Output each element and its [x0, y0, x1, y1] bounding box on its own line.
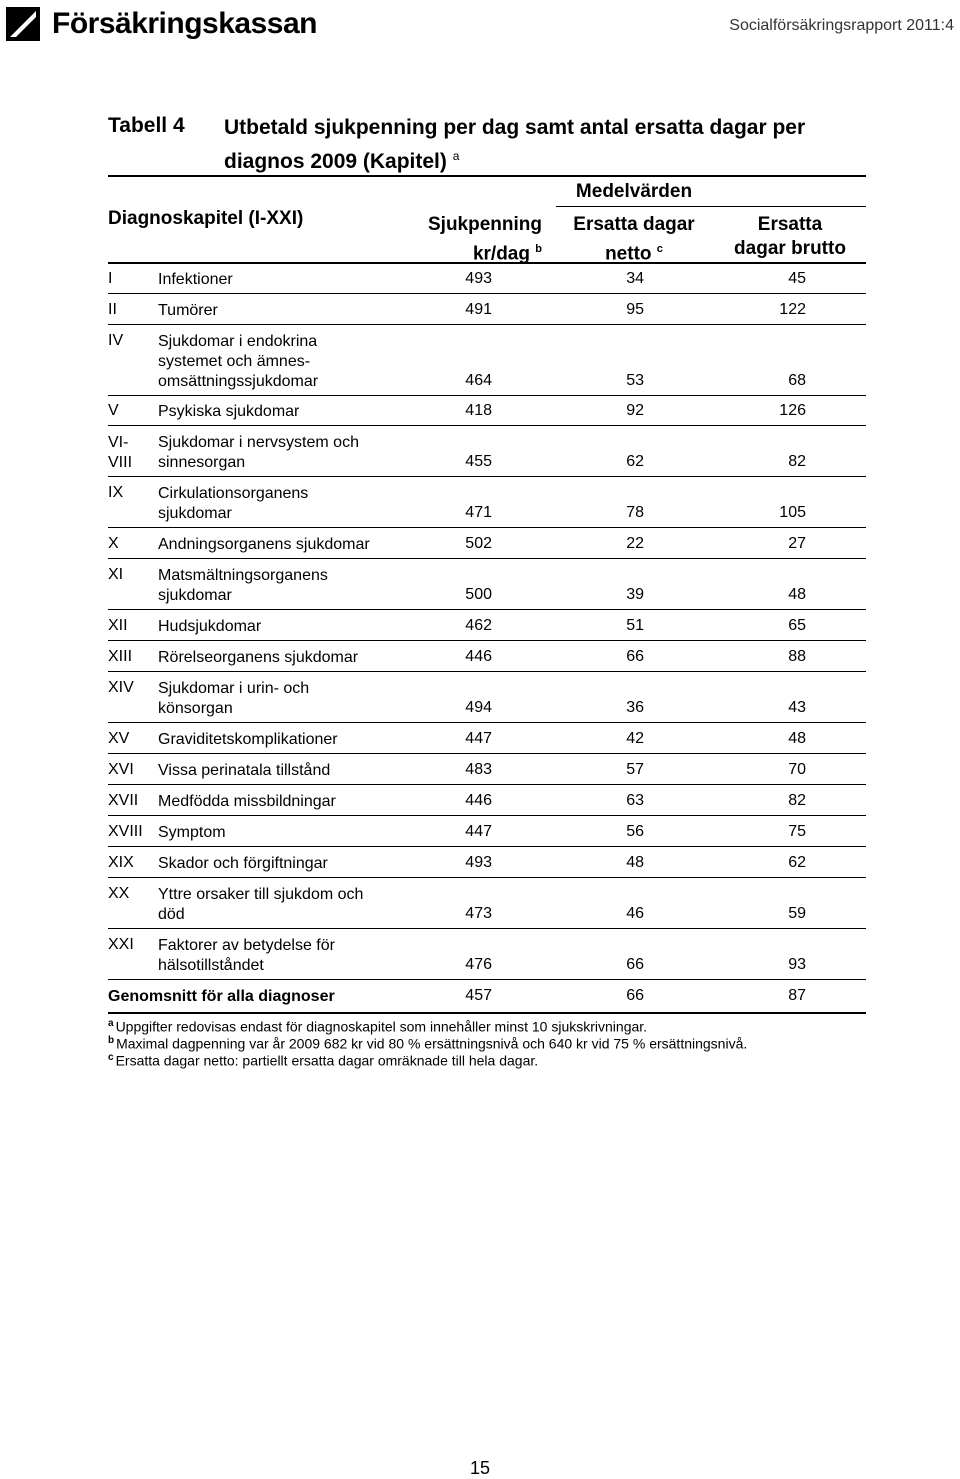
row-rule: [108, 425, 866, 426]
chapter-name: Sjukdomar i nervsystem och sinnesorgan: [158, 434, 359, 471]
footnote-mark: c: [108, 1052, 114, 1063]
col-header-gross-days-line1: Ersatta: [757, 214, 823, 235]
chapter-name: Graviditetskomplikationer: [158, 731, 338, 748]
net-days-value: 34: [626, 270, 644, 287]
sickpay-value: 483: [465, 761, 492, 778]
page-number: 15: [469, 1458, 491, 1478]
row-rule: [108, 609, 866, 610]
net-days-value: 66: [626, 987, 644, 1004]
gross-days-value: 93: [788, 956, 806, 973]
sickpay-value: 446: [465, 648, 492, 665]
gross-days-value: 65: [788, 617, 806, 634]
net-days-value: 36: [626, 699, 644, 716]
chapter-name: Andningsorganens sjukdomar: [158, 536, 370, 553]
chapter-number: XXI: [108, 936, 134, 953]
col-header-diagnosis: Diagnoskapitel (I-XXI): [108, 208, 304, 229]
gross-days-value: 43: [788, 699, 806, 716]
row-rule: [108, 324, 866, 325]
gross-days-value: 126: [779, 402, 806, 419]
gross-days-value: 87: [788, 987, 806, 1004]
table-title: [224, 114, 874, 176]
sickpay-value: 464: [465, 372, 492, 389]
sickpay-value: 493: [465, 270, 492, 287]
chapter-number: VI-VIII: [108, 434, 133, 471]
net-days-value: 51: [626, 617, 644, 634]
net-days-value: 66: [626, 648, 644, 665]
chapter-name: Symptom: [158, 824, 226, 841]
net-days-value: 53: [626, 372, 644, 389]
group-header-means: Medelvärden: [575, 181, 693, 202]
sickpay-value: 500: [465, 586, 492, 603]
net-days-value: 92: [626, 402, 644, 419]
chapter-number: XVII: [108, 792, 139, 809]
gross-days-value: 59: [788, 905, 806, 922]
chapter-name: Infektioner: [158, 271, 233, 288]
col-header-net-days: [556, 213, 712, 266]
row-rule: [108, 877, 866, 878]
row-rule: [108, 928, 866, 929]
chapter-number: XX: [108, 885, 130, 902]
footnote-text: Ersatta dagar netto: partiellt ersatta dagar omräknade till hela dagar.: [115, 1052, 539, 1069]
sickpay-value: 473: [465, 905, 492, 922]
net-days-value: 57: [626, 761, 644, 778]
row-rule: [108, 784, 866, 785]
footnote-text: Uppgifter redovisas endast för diagnoskapitel som innehåller minst 10 sjukskrivningar.: [115, 1018, 648, 1035]
row-rule: [108, 395, 866, 396]
chapter-name: Sjukdomar i urin- och könsorgan: [158, 680, 310, 717]
chapter-number: V: [108, 402, 119, 419]
chapter-number: XIII: [108, 648, 133, 665]
gross-days-value: 88: [788, 648, 806, 665]
net-days-value: 42: [626, 730, 644, 747]
chapter-name: Vissa perinatala tillstånd: [158, 762, 331, 779]
net-days-value: 46: [626, 905, 644, 922]
gross-days-value: 70: [788, 761, 806, 778]
sickpay-value: 471: [465, 504, 492, 521]
col-header-gross-days-line2: dagar brutto: [734, 238, 846, 259]
gross-days-value: 105: [779, 504, 806, 521]
report-title: Socialförsäkringsrapport 2011:4: [729, 17, 954, 34]
row-rule: [108, 846, 866, 847]
row-rule: [108, 640, 866, 641]
chapter-name: Rörelseorganens sjukdomar: [158, 649, 359, 666]
col-header-sickpay-line2: kr/dag $^b$: [472, 243, 542, 265]
chapter-number: XV: [108, 730, 130, 747]
net-days-value: 63: [626, 792, 644, 809]
col-header-gross-days: [714, 213, 866, 261]
row-rule: [108, 722, 866, 723]
gross-days-value: 48: [788, 730, 806, 747]
chapter-number: IV: [108, 332, 124, 349]
chapter-number: XIV: [108, 679, 134, 696]
chapter-name: Yttre orsaker till sjukdom och död: [158, 886, 364, 923]
row-rule: [108, 527, 866, 528]
chapter-number: IX: [108, 484, 124, 501]
gross-days-value: 82: [788, 453, 806, 470]
sickpay-value: 447: [465, 730, 492, 747]
table-top-rule: [108, 175, 866, 177]
sickpay-value: 446: [465, 792, 492, 809]
net-days-value: 95: [626, 301, 644, 318]
sickpay-value: 447: [465, 823, 492, 840]
footnote-mark: b: [108, 1035, 115, 1046]
sickpay-value: 491: [465, 301, 492, 318]
row-rule: [108, 671, 866, 672]
sickpay-value: 462: [465, 617, 492, 634]
gross-days-value: 27: [788, 535, 806, 552]
chapter-name: Matsmältningsorganens sjukdomar: [158, 567, 328, 604]
net-days-value: 66: [626, 956, 644, 973]
row-rule: [108, 476, 866, 477]
chapter-name: Sjukdomar i endokrina systemet och ämnes-omsättningssjukdomar: [158, 333, 319, 390]
chapter-number: X: [108, 535, 119, 552]
chapter-name: Cirkulationsorganens sjukdomar: [158, 485, 309, 522]
net-days-value: 56: [626, 823, 644, 840]
sickpay-value: 494: [465, 699, 492, 716]
chapter-number: XIX: [108, 854, 134, 871]
gross-days-value: 62: [788, 854, 806, 871]
sickpay-value: 493: [465, 854, 492, 871]
sickpay-value: 457: [465, 987, 492, 1004]
logo-text: Försäkringskassan: [52, 7, 317, 40]
col-header-net-days-line1: Ersatta dagar: [573, 214, 695, 235]
gross-days-value: 75: [788, 823, 806, 840]
chapter-name: Faktorer av betydelse för hälsotillståndet: [158, 937, 335, 974]
chapter-number: XVI: [108, 761, 134, 778]
logo-icon: [6, 7, 40, 41]
sickpay-value: 502: [465, 535, 492, 552]
gross-days-value: 82: [788, 792, 806, 809]
chapter-name: Psykiska sjukdomar: [158, 403, 300, 420]
table-title-text: Utbetald sjukpenning per dag samt antal ersatta dagar per diagnos 2009 (Kapitel): [224, 116, 806, 173]
chapter-number: XVIII: [108, 823, 143, 840]
row-rule: [108, 815, 866, 816]
gross-days-value: 122: [779, 301, 806, 318]
chapter-name: Skador och förgiftningar: [158, 855, 328, 872]
logo: [6, 4, 317, 44]
chapter-number: II: [108, 301, 117, 318]
net-days-value: 78: [626, 504, 644, 521]
chapter-number: XII: [108, 617, 128, 634]
row-rule: [108, 979, 866, 980]
gross-days-value: 45: [788, 270, 806, 287]
footnote: [108, 1049, 538, 1070]
sickpay-value: 455: [465, 453, 492, 470]
row-rule: [108, 753, 866, 754]
row-rule: [108, 293, 866, 294]
col-header-sickpay-line1: Sjukpenning: [428, 214, 542, 235]
sickpay-value: 476: [465, 956, 492, 973]
net-days-value: 22: [626, 535, 644, 552]
col-header-sickpay: [396, 213, 542, 266]
gross-days-value: 68: [788, 372, 806, 389]
net-days-value: 39: [626, 586, 644, 603]
net-days-value: 62: [626, 453, 644, 470]
chapter-number: XI: [108, 566, 124, 583]
table-label: Tabell 4: [108, 114, 185, 137]
gross-days-value: 48: [788, 586, 806, 603]
table-title-footnote-mark: a: [452, 149, 460, 163]
chapter-name: Hudsjukdomar: [158, 618, 262, 635]
col-header-net-days-line2: netto $^c$: [605, 243, 663, 265]
sickpay-value: 418: [465, 402, 492, 419]
total-label: Genomsnitt för alla diagnoser: [108, 988, 335, 1005]
row-rule: [108, 558, 866, 559]
group-header-rule: [556, 206, 866, 207]
footnote-mark: a: [108, 1018, 114, 1029]
footnote-text: Maximal dagpenning var år 2009 682 kr vid 80 % ersättningsnivå och 640 kr vid 75 % ersättningsnivå.: [116, 1035, 748, 1052]
table-bottom-rule: [108, 1012, 866, 1014]
chapter-number: I: [108, 270, 113, 287]
chapter-name: Medfödda missbildningar: [158, 793, 336, 810]
net-days-value: 48: [626, 854, 644, 871]
chapter-name: Tumörer: [158, 302, 218, 319]
